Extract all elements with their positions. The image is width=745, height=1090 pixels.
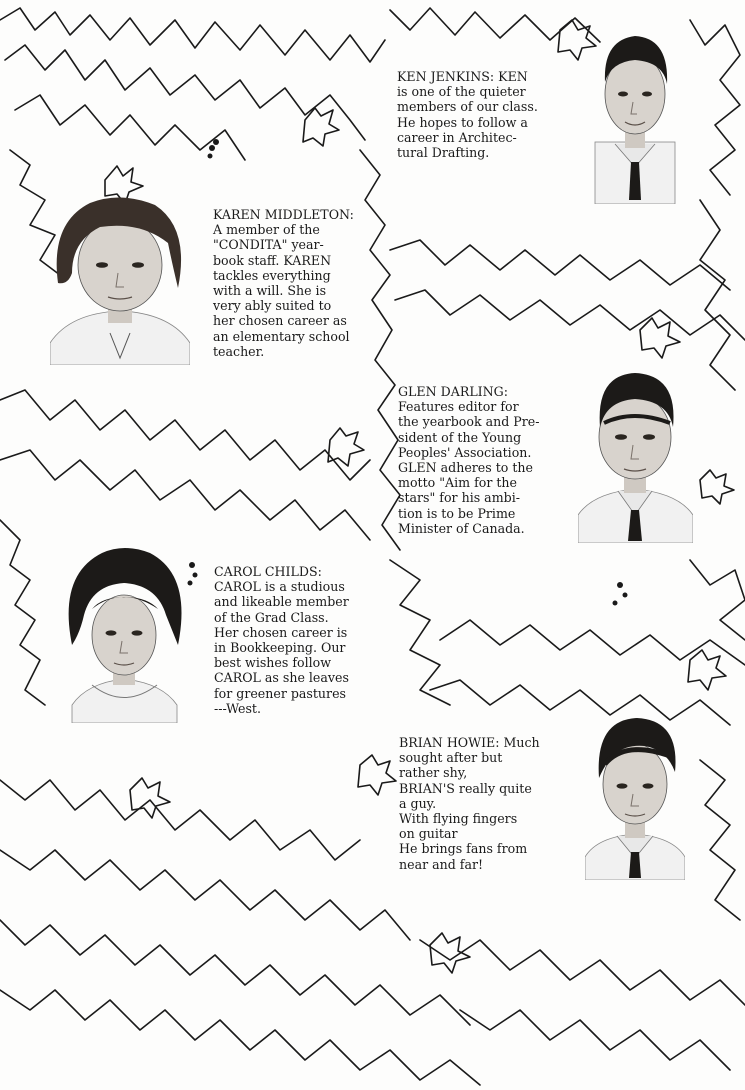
caption-karen-middleton: KAREN MIDDLETON: A member of the "CONDITA" year- book staff. KAREN tackles everything with a will. She is very ably suited to her chosen career as an elementary school teacher.	[213, 207, 354, 359]
portrait-karen-middleton	[50, 193, 190, 365]
caption-ken-jenkins: KEN JENKINS: KEN is one of the quieter members of our class. He hopes to follow a career in Architec- tural Drafting.	[397, 69, 538, 161]
portrait-brian-howie	[585, 712, 685, 880]
portrait-ken-jenkins	[585, 22, 685, 204]
portrait-glen-darling	[578, 365, 693, 543]
caption-brian-howie: BRIAN HOWIE: Much sought after but rather shy, BRIAN'S really quite a guy. With flying fingers on guitar He brings fans from near and far!	[399, 735, 540, 872]
caption-glen-darling: GLEN DARLING: Features editor for the yearbook and Pre- sident of the Young Peoples' Association. GLEN adheres to the motto "Aim for the stars" for his ambi- tion is to be Prime Minister of Canada.	[398, 384, 540, 536]
caption-carol-childs: CAROL CHILDS: CAROL is a studious and likeable member of the Grad Class. Her chosen career is in Bookkeeping. Our best wishes follow CAROL as she leaves for greener pastures ---West.	[214, 564, 349, 716]
portrait-carol-childs	[62, 545, 187, 723]
